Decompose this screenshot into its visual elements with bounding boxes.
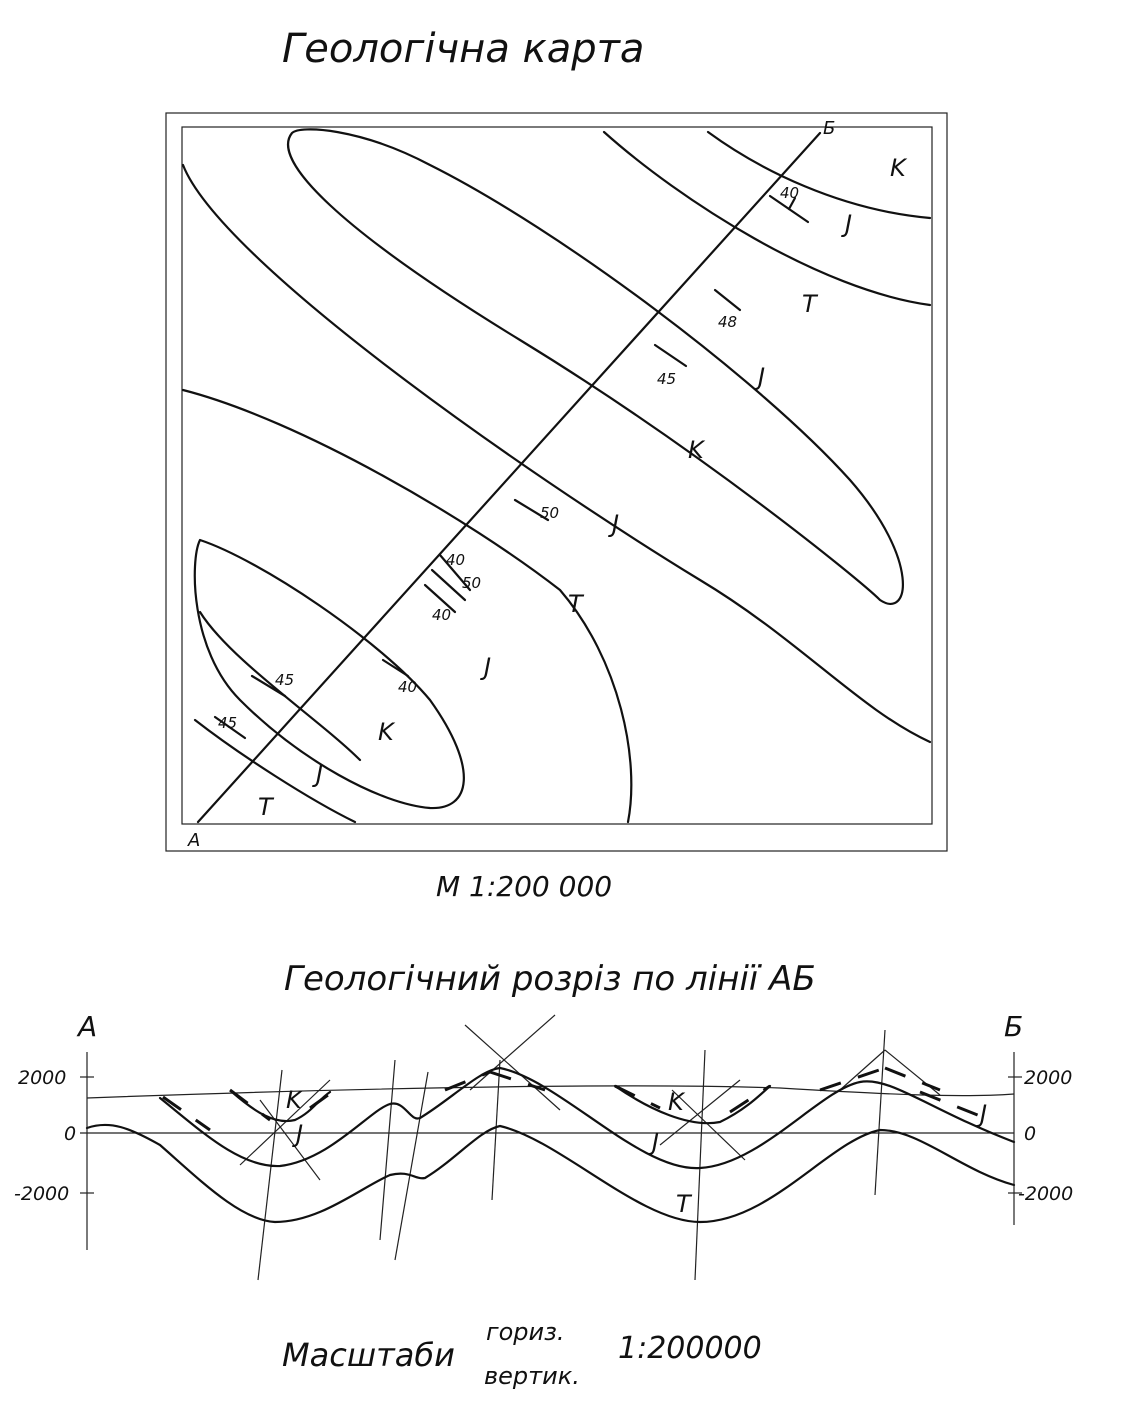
- dip-label: 40: [446, 551, 466, 569]
- corner-a: А: [188, 830, 201, 851]
- map-contacts: [183, 129, 930, 822]
- unit-label: T: [568, 590, 583, 618]
- unit-label: T: [258, 793, 273, 821]
- section-unit-label: J: [980, 1100, 988, 1128]
- dip-label: 45: [657, 370, 677, 388]
- scale-label: Масштаби: [282, 1336, 455, 1374]
- dip-label: 40: [398, 678, 418, 696]
- dip-label: 50: [540, 504, 560, 522]
- map-outer-frame: [166, 113, 947, 851]
- unit-label: T: [802, 290, 817, 318]
- scale-horizontal: гориз.: [486, 1318, 565, 1346]
- map-inner-frame: [182, 127, 932, 824]
- map-dip-symbols: [215, 196, 808, 738]
- dip-label: 50: [462, 574, 482, 592]
- section-unit-label: T: [676, 1190, 691, 1218]
- construction-lines: [240, 1015, 940, 1280]
- dip-label: 45: [218, 714, 238, 732]
- elev-label-right: -2000: [1018, 1183, 1074, 1205]
- unit-label: K: [378, 718, 394, 746]
- scale-ratio: 1:200000: [618, 1331, 762, 1366]
- section-end-b: Б: [1004, 1010, 1024, 1043]
- unit-label: J: [316, 760, 324, 788]
- map-scale: М 1:200 000: [436, 870, 613, 903]
- map-title: Геологічна карта: [282, 26, 645, 72]
- elev-label-left: -2000: [14, 1183, 70, 1205]
- section-end-a: А: [78, 1010, 98, 1043]
- scale-vertical: вертик.: [484, 1362, 580, 1390]
- section-unit-label: J: [296, 1120, 304, 1148]
- unit-label: J: [612, 510, 620, 538]
- dip-label: 45: [275, 671, 295, 689]
- unit-label: K: [890, 154, 906, 182]
- section-unit-label: K: [286, 1086, 302, 1114]
- unit-label: K: [688, 436, 704, 464]
- unit-label: J: [484, 653, 492, 681]
- section-title: Геологічний розріз по лінії АБ: [284, 959, 816, 999]
- unit-label: J: [758, 363, 766, 391]
- dip-label: 40: [432, 606, 452, 624]
- section-line-ab: [198, 133, 820, 822]
- elev-label-left: 2000: [18, 1067, 67, 1089]
- elev-label-right: 0: [1024, 1123, 1037, 1145]
- corner-b: Б: [823, 118, 836, 139]
- elev-label-left: 0: [64, 1123, 77, 1145]
- section-horizons: [87, 1068, 1014, 1222]
- section-unit-label: J: [652, 1128, 660, 1156]
- unit-label: J: [845, 210, 853, 238]
- elev-label-right: 2000: [1024, 1067, 1073, 1089]
- dip-label: 48: [718, 313, 738, 331]
- dip-label: 40: [780, 184, 800, 202]
- section-unit-label: K: [668, 1088, 684, 1116]
